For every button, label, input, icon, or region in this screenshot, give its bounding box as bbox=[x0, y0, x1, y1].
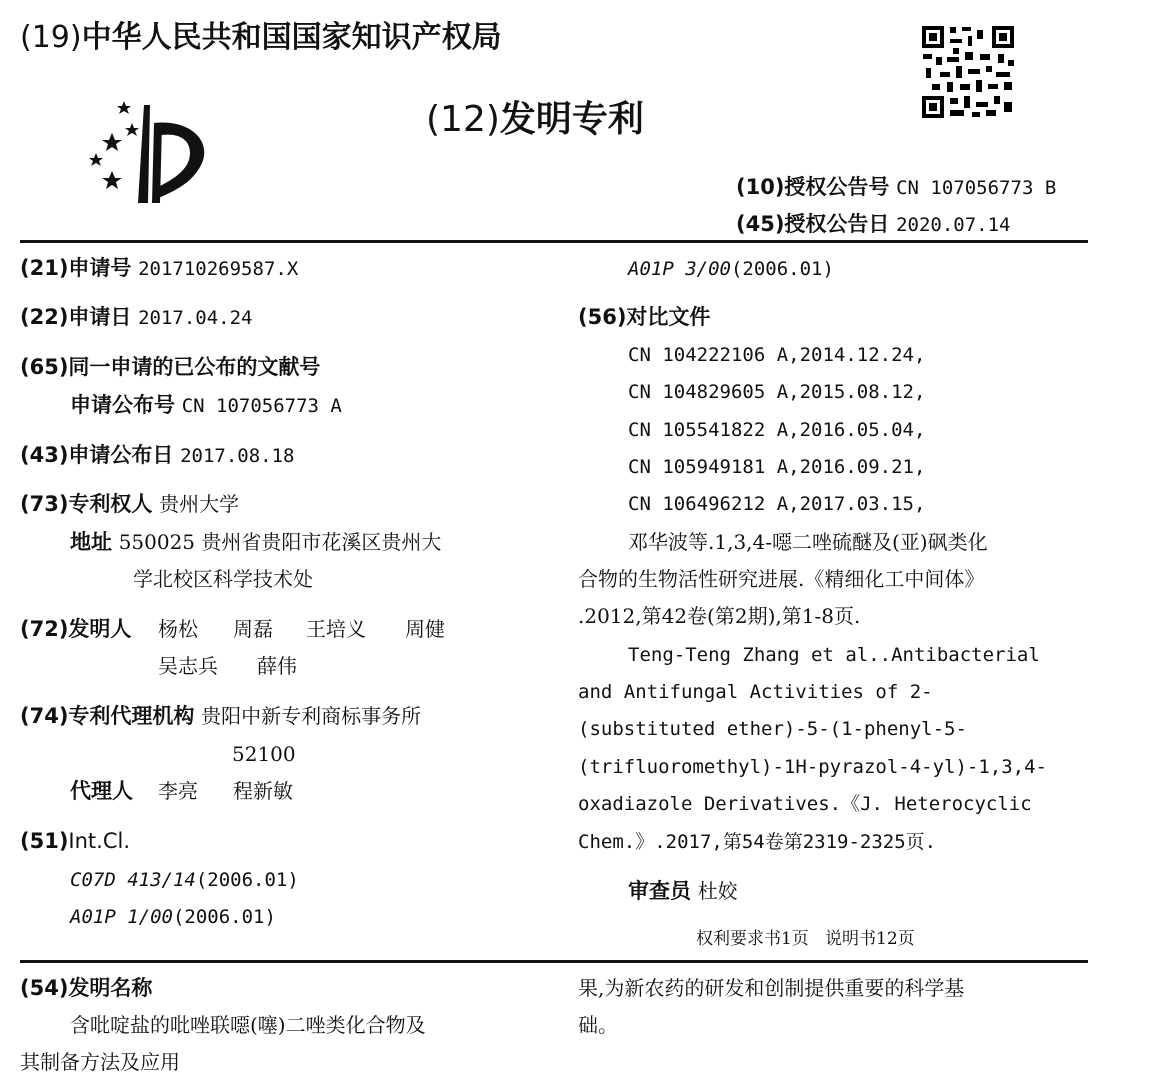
address-row bbox=[70, 529, 441, 555]
inventor-name: 薛伟 bbox=[257, 654, 297, 678]
application-number-code: (21) bbox=[20, 256, 69, 280]
inventors-row bbox=[20, 616, 131, 642]
publication-date-code: (43) bbox=[20, 443, 69, 467]
prior-publication-code: (65) bbox=[20, 355, 69, 379]
reference-item: CN 104829605 A,2015.08.12, bbox=[628, 381, 926, 403]
document-type-number: (12) bbox=[426, 99, 500, 140]
reference-item: CN 105541822 A,2016.05.04, bbox=[628, 419, 926, 441]
agency-row bbox=[20, 703, 421, 729]
prior-publication-row bbox=[20, 354, 320, 380]
grant-number-row bbox=[736, 174, 1056, 201]
publication-date-label: 申请公布日 bbox=[68, 443, 174, 467]
address-row-2 bbox=[133, 566, 313, 592]
inventor-name: 周健 bbox=[405, 617, 445, 641]
literature-reference-line: .2012,第42卷(第2期),第1-8页. bbox=[578, 604, 861, 628]
office-name: 中华人民共和国国家知识产权局 bbox=[81, 20, 502, 55]
invention-title-heading bbox=[20, 975, 152, 1001]
abstract-continuation-line: 果,为新农药的研发和创制提供重要的科学基 bbox=[578, 976, 965, 1000]
grant-number: CN 107056773 B bbox=[896, 177, 1057, 199]
literature-reference-line: (trifluoromethyl)-1H-pyrazol-4-yl)-1,3,4- bbox=[578, 756, 1047, 778]
publication-number: CN 107056773 A bbox=[181, 395, 342, 417]
ipc-label: Int.Cl. bbox=[68, 829, 131, 853]
literature-reference-line: oxadiazole Derivatives.《J. Heterocyclic bbox=[578, 793, 1032, 815]
application-date-label: 申请日 bbox=[68, 305, 132, 329]
invention-title-label: 发明名称 bbox=[68, 976, 153, 1000]
ipc-class-version: (2006.01) bbox=[730, 258, 834, 280]
ipc-class-code: A01P 3/00 bbox=[628, 258, 731, 280]
inventor-name: 吴志兵 bbox=[158, 654, 218, 678]
references-heading bbox=[578, 304, 710, 330]
cnipa-emblem-icon bbox=[82, 95, 217, 205]
office-number: (19) bbox=[20, 20, 82, 55]
invention-title-code: (54) bbox=[20, 976, 69, 1000]
office-heading bbox=[20, 20, 502, 56]
grant-number-code: (10) bbox=[736, 175, 785, 199]
patentee-code: (73) bbox=[20, 492, 69, 516]
literature-reference-line: 邓华波等.1,3,4-噁二唑硫醚及(亚)砜类化 bbox=[628, 530, 988, 554]
agency-name: 贵阳中新专利商标事务所 bbox=[201, 704, 422, 728]
ipc-row bbox=[20, 828, 130, 854]
qr-code-icon bbox=[920, 24, 1016, 120]
address-label: 地址 bbox=[70, 530, 112, 554]
examiner-label: 审查员 bbox=[628, 879, 691, 903]
inventor-name: 杨松 bbox=[158, 617, 198, 641]
literature-reference-line: Chem.》.2017,第54卷第2319-2325页. bbox=[578, 831, 937, 853]
reference-item: CN 106496212 A,2017.03.15, bbox=[628, 493, 926, 515]
literature-reference-line: 合物的生物活性研究进展.《精细化工中间体》 bbox=[578, 567, 985, 591]
address-line-1: 550025 贵州省贵阳市花溪区贵州大 bbox=[118, 530, 442, 554]
invention-title-line: 其制备方法及应用 bbox=[20, 1050, 180, 1074]
agent-label: 代理人 bbox=[70, 779, 133, 803]
patentee-row bbox=[20, 491, 239, 517]
grant-date: 2020.07.14 bbox=[896, 214, 1011, 236]
ipc-code: (51) bbox=[20, 829, 69, 853]
grant-number-label: 授权公告号 bbox=[784, 175, 890, 199]
application-date-row bbox=[20, 304, 253, 331]
examiner-row bbox=[628, 878, 738, 904]
ipc-classification bbox=[70, 866, 299, 893]
application-number-row bbox=[20, 255, 298, 282]
grant-date-label: 授权公告日 bbox=[784, 212, 890, 236]
application-number-label: 申请号 bbox=[68, 256, 132, 280]
patentee: 贵州大学 bbox=[159, 492, 240, 516]
references-label: 对比文件 bbox=[626, 305, 711, 329]
application-date: 2017.04.24 bbox=[138, 307, 253, 329]
agent-name: 程新敏 bbox=[233, 779, 293, 803]
literature-reference-line: and Antifungal Activities of 2- bbox=[578, 681, 933, 703]
invention-title-line: 含吡啶盐的吡唑联噁(噻)二唑类化合物及 bbox=[70, 1013, 426, 1037]
agent-row bbox=[70, 778, 133, 804]
ipc-class-version: (2006.01) bbox=[195, 869, 299, 891]
prior-publication-label: 同一申请的已公布的文献号 bbox=[68, 355, 321, 379]
publication-date-row bbox=[20, 442, 295, 469]
examiner: 杜姣 bbox=[697, 879, 738, 903]
ipc-classification bbox=[70, 903, 276, 930]
patentee-label: 专利权人 bbox=[68, 492, 153, 516]
application-number: 201710269587.X bbox=[138, 258, 299, 280]
agent-name: 李亮 bbox=[158, 779, 198, 803]
document-type-title: 发明专利 bbox=[499, 99, 644, 140]
agency-label: 专利代理机构 bbox=[68, 704, 195, 728]
address-line-2: 学北校区科学技术处 bbox=[133, 567, 313, 591]
publication-date: 2017.08.18 bbox=[180, 445, 295, 467]
reference-item: CN 104222106 A,2014.12.24, bbox=[628, 344, 926, 366]
inventor-name: 周磊 bbox=[233, 617, 273, 641]
top-divider bbox=[20, 240, 1088, 243]
reference-item: CN 105949181 A,2016.09.21, bbox=[628, 456, 926, 478]
ipc-class-code: C07D 413/14 bbox=[70, 869, 196, 891]
agency-code: (74) bbox=[20, 704, 69, 728]
publication-number-label: 申请公布号 bbox=[70, 393, 175, 417]
grant-date-code: (45) bbox=[736, 212, 785, 236]
literature-reference-line: Teng-Teng Zhang et al..Antibacterial bbox=[628, 644, 1040, 666]
publication-number-row bbox=[70, 392, 342, 419]
ipc-class-code: A01P 1/00 bbox=[70, 906, 173, 928]
inventors-code: (72) bbox=[20, 617, 69, 641]
application-date-code: (22) bbox=[20, 305, 69, 329]
inventors-label: 发明人 bbox=[68, 617, 132, 641]
literature-reference-line: (substituted ether)-5-(1-phenyl-5- bbox=[578, 718, 967, 740]
references-code: (56) bbox=[578, 305, 627, 329]
ipc-class-version: (2006.01) bbox=[172, 906, 276, 928]
ipc-classification bbox=[628, 255, 834, 282]
agency-code-number: 52100 bbox=[232, 742, 296, 766]
grant-date-row bbox=[736, 211, 1011, 238]
page-count: 权利要求书1页 说明书12页 bbox=[696, 929, 915, 949]
abstract-continuation-line: 础。 bbox=[578, 1013, 618, 1037]
document-type bbox=[426, 98, 644, 142]
inventor-name: 王培义 bbox=[306, 617, 366, 641]
bottom-divider bbox=[20, 960, 1088, 963]
